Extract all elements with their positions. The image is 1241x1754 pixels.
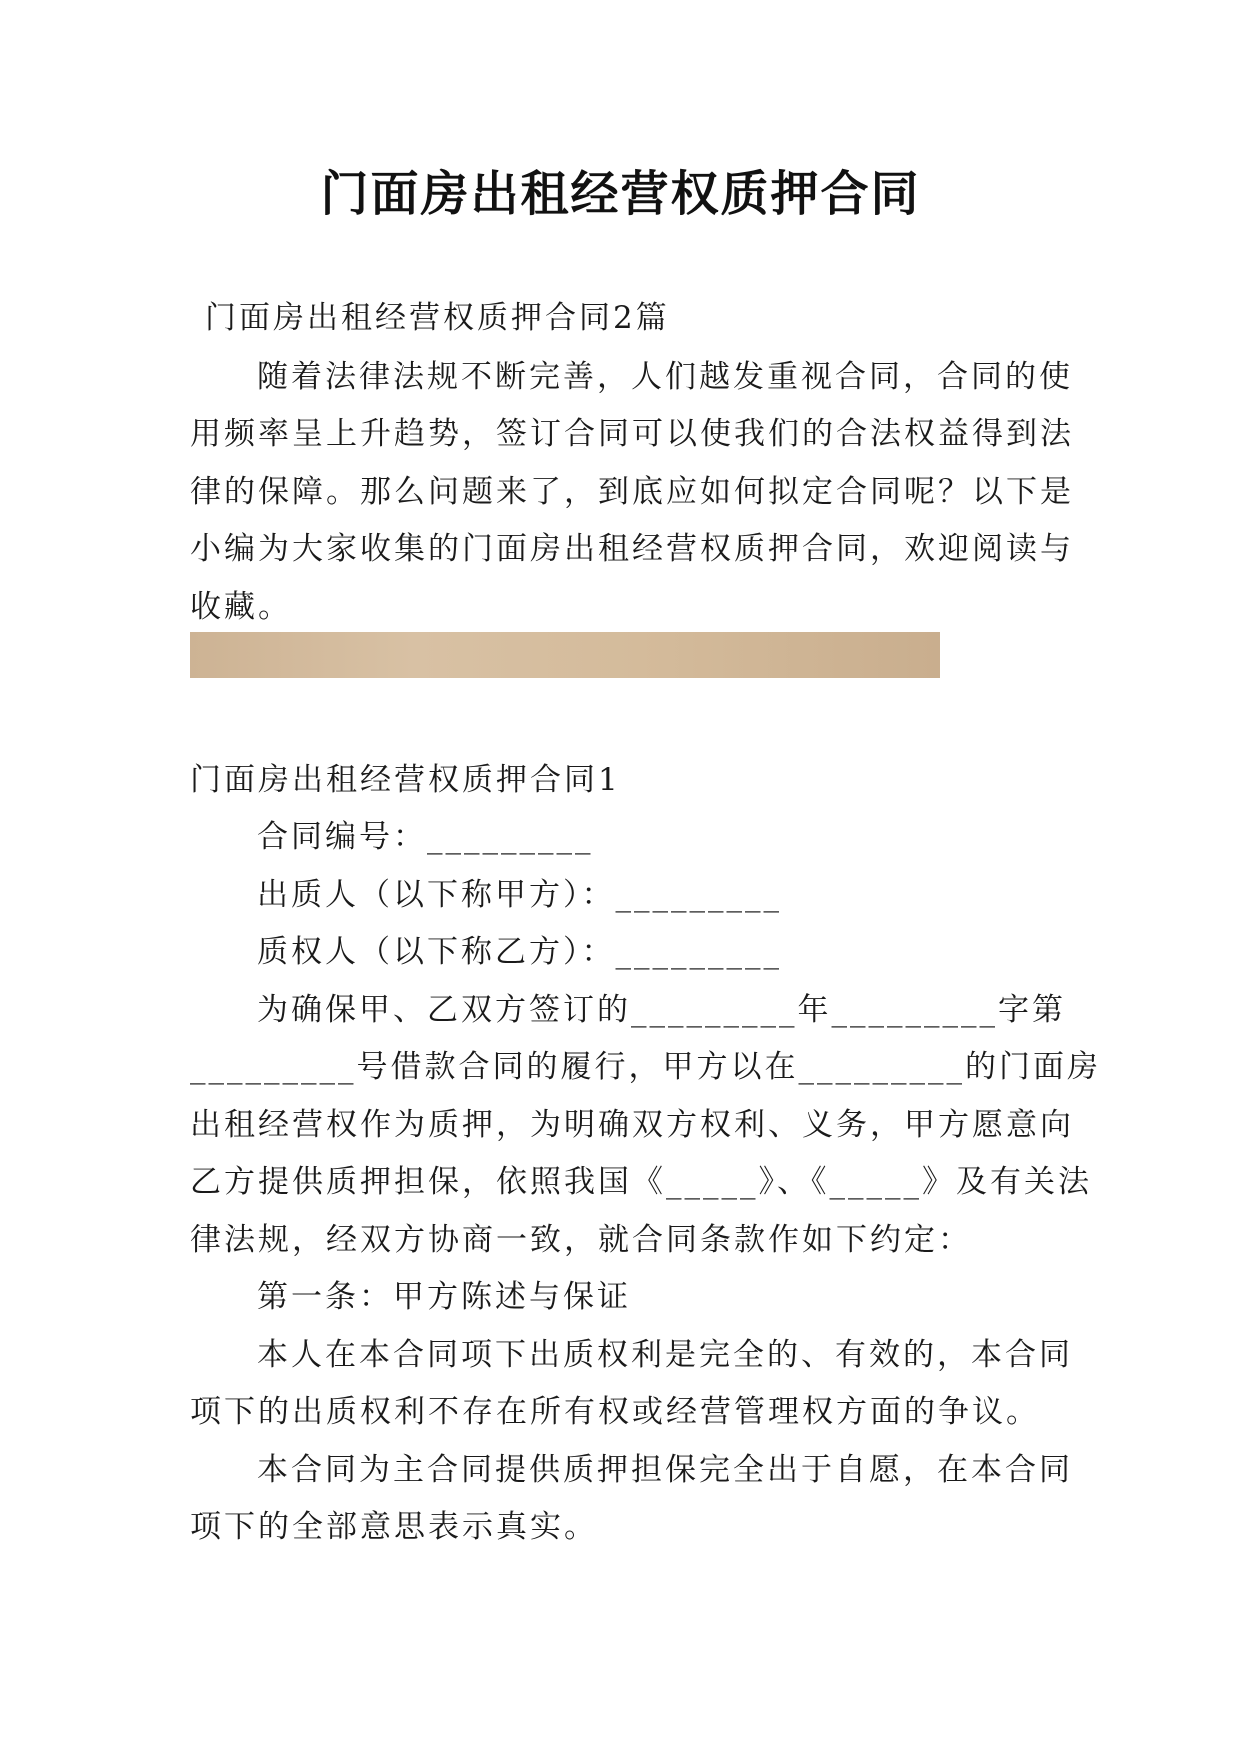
intro-line: 小编为大家收集的门面房出租经营权质押合同，欢迎阅读与 — [190, 531, 1074, 567]
article-1-paragraph-line: 本合同为主合同提供质押担保完全出于自愿，在本合同 — [257, 1452, 1073, 1488]
intro-line: 随着法律法规不断完善，人们越发重视合同，合同的使 — [257, 359, 1073, 395]
pledgee-field: 质权人（以下称乙方）：_________ — [257, 934, 782, 970]
section-heading: 门面房出租经营权质押合同1 — [190, 762, 621, 798]
body-line: 出租经营权作为质押，为明确双方权利、义务，甲方愿意向 — [190, 1107, 1074, 1143]
intro-line: 用频率呈上升趋势，签订合同可以使我们的合法权益得到法 — [190, 416, 1074, 452]
document-subtitle: 门面房出租经营权质押合同2篇 — [205, 300, 670, 336]
article-1-paragraph-line: 项下的出质权利不存在所有权或经营管理权方面的争议。 — [190, 1394, 1040, 1430]
body-line: 律法规，经双方协商一致，就合同条款作如下约定： — [190, 1222, 972, 1258]
body-line: _________号借款合同的履行，甲方以在_________的门面房 — [190, 1049, 1101, 1085]
article-1-paragraph-line: 本人在本合同项下出质权利是完全的、有效的，本合同 — [257, 1337, 1073, 1373]
body-line: 乙方提供质押担保，依照我国《_____》、《_____》及有关法 — [190, 1164, 1092, 1200]
contract-number-field: 合同编号：_________ — [257, 819, 594, 855]
article-1-paragraph-line: 项下的全部意思表示真实。 — [190, 1509, 598, 1545]
pledgor-field: 出质人（以下称甲方）：_________ — [257, 877, 782, 913]
intro-line: 律的保障。那么问题来了，到底应如何拟定合同呢？以下是 — [190, 474, 1074, 510]
decorative-banner — [190, 632, 940, 678]
article-1-heading: 第一条：甲方陈述与保证 — [257, 1279, 631, 1315]
intro-line: 收藏。 — [190, 589, 292, 625]
body-line: 为确保甲、乙双方签订的_________年_________字第 — [257, 992, 1066, 1028]
document-title: 门面房出租经营权质押合同 — [320, 166, 921, 222]
